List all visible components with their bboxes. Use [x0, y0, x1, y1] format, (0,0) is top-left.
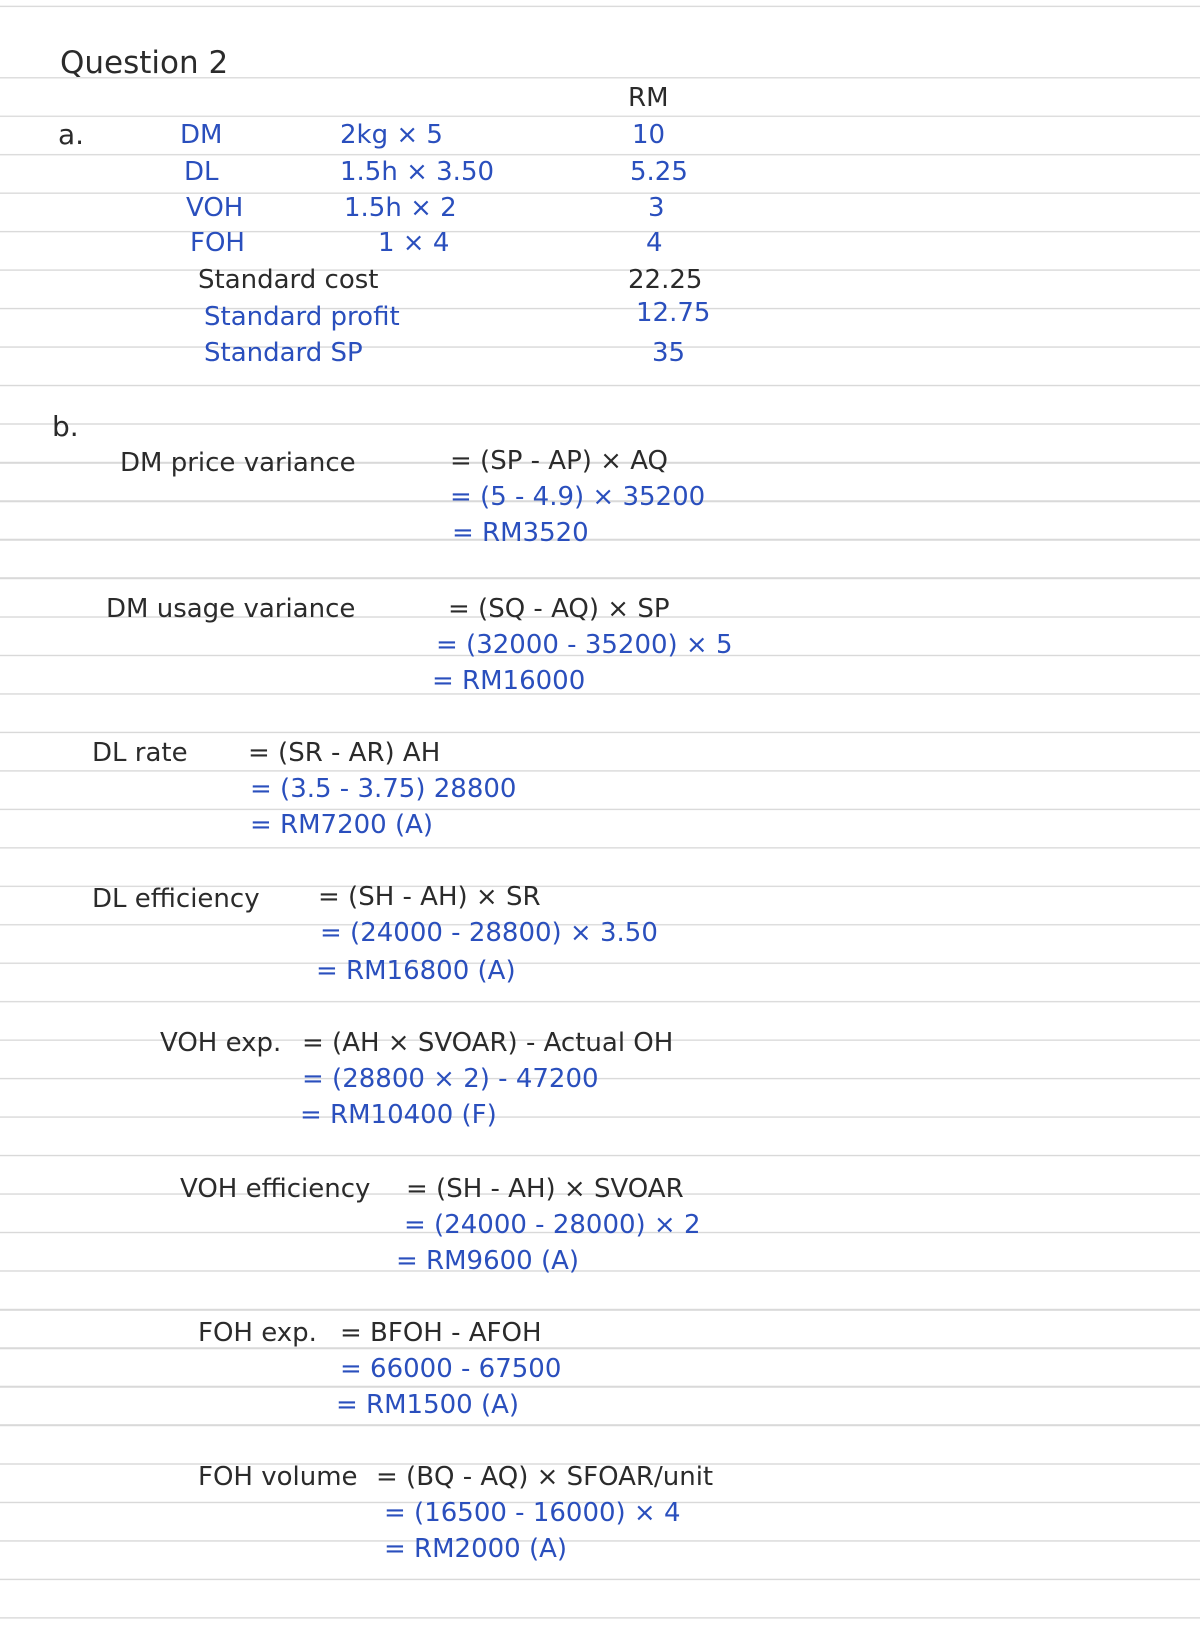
variance-name-dl-efficiency: DL efficiency: [92, 884, 260, 914]
variance-result-dl-efficiency: = RM16800 (A): [316, 956, 516, 986]
part-b-label: b.: [52, 410, 79, 443]
variance-name-voh-exp: VOH exp.: [160, 1028, 282, 1058]
variance-substitution-dm-price: = (5 - 4.9) × 35200: [450, 482, 706, 512]
cost-item-foh: FOH: [190, 228, 245, 258]
cost-amount-voh: 3: [648, 193, 665, 223]
variance-formula-dm-usage: = (SQ - AQ) × SP: [448, 594, 670, 624]
variance-substitution-dl-efficiency: = (24000 - 28800) × 3.50: [320, 918, 658, 948]
variance-name-foh-exp: FOH exp.: [198, 1318, 317, 1348]
variance-formula-voh-efficiency: = (SH - AH) × SVOAR: [406, 1174, 684, 1204]
cost-calc-dl: 1.5h × 3.50: [340, 157, 495, 187]
cost-amount-dl: 5.25: [630, 157, 688, 187]
variance-substitution-dl-rate: = (3.5 - 3.75) 28800: [250, 774, 517, 804]
part-a-label: a.: [58, 118, 85, 151]
cost-item-dl: DL: [184, 157, 219, 187]
variance-result-dl-rate: = RM7200 (A): [250, 810, 434, 840]
cost-calc-foh: 1 × 4: [378, 228, 450, 258]
variance-substitution-foh-volume: = (16500 - 16000) × 4: [384, 1498, 681, 1528]
variance-result-dm-price: = RM3520: [452, 518, 589, 548]
standard-profit-label: Standard profit: [204, 302, 400, 332]
standard-cost-label: Standard cost: [198, 265, 379, 295]
variance-name-dm-usage: DM usage variance: [106, 594, 356, 624]
variance-formula-foh-volume: = (BQ - AQ) × SFOAR/unit: [376, 1462, 714, 1492]
variance-name-foh-volume: FOH volume: [198, 1462, 358, 1492]
variance-substitution-foh-exp: = 66000 - 67500: [340, 1354, 562, 1384]
variance-result-voh-exp: = RM10400 (F): [300, 1100, 497, 1130]
variance-result-foh-volume: = RM2000 (A): [384, 1534, 568, 1564]
variance-formula-dl-rate: = (SR - AR) AH: [248, 738, 441, 768]
standard-cost-amount: 22.25: [628, 265, 703, 295]
cost-amount-foh: 4: [646, 228, 663, 258]
variance-formula-dm-price: = (SP - AP) × AQ: [450, 446, 669, 476]
standard-sp-label: Standard SP: [204, 338, 363, 368]
cost-calc-dm: 2kg × 5: [340, 120, 443, 150]
variance-formula-dl-efficiency: = (SH - AH) × SR: [318, 882, 541, 912]
variance-formula-foh-exp: = BFOH - AFOH: [340, 1318, 542, 1348]
variance-substitution-dm-usage: = (32000 - 35200) × 5: [436, 630, 733, 660]
variance-substitution-voh-efficiency: = (24000 - 28000) × 2: [404, 1210, 701, 1240]
variance-name-dl-rate: DL rate: [92, 738, 188, 768]
cost-item-dm: DM: [180, 120, 223, 150]
variance-name-voh-efficiency: VOH efficiency: [180, 1174, 371, 1204]
variance-result-foh-exp: = RM1500 (A): [336, 1390, 520, 1420]
variance-formula-voh-exp: = (AH × SVOAR) - Actual OH: [302, 1028, 674, 1058]
cost-item-voh: VOH: [186, 193, 244, 223]
currency-header: RM: [628, 83, 669, 113]
variance-result-voh-efficiency: = RM9600 (A): [396, 1246, 580, 1276]
variance-substitution-voh-exp: = (28800 × 2) - 47200: [302, 1064, 599, 1094]
standard-profit-amount: 12.75: [636, 298, 711, 328]
standard-sp-amount: 35: [652, 338, 686, 368]
page-title: Question 2: [60, 45, 229, 81]
cost-amount-dm: 10: [632, 120, 666, 150]
variance-name-dm-price: DM price variance: [120, 448, 356, 478]
cost-calc-voh: 1.5h × 2: [344, 193, 457, 223]
variance-result-dm-usage: = RM16000: [432, 666, 586, 696]
